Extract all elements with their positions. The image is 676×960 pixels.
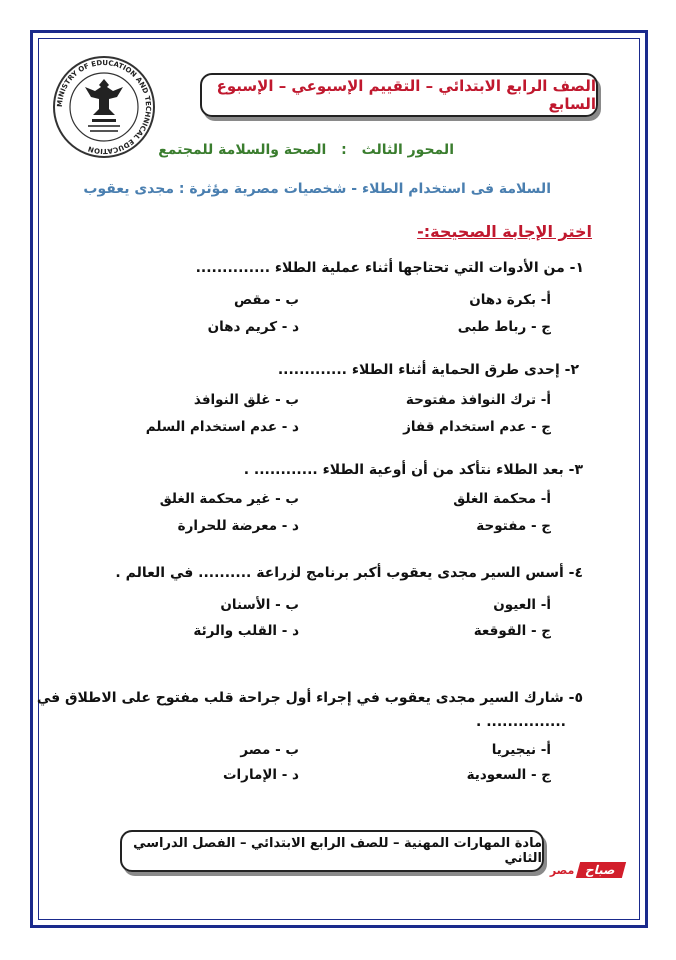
topics-line: السلامة فى استخدام الطلاء - شخصيات مصرية مؤثرة : مجدى يعقوب — [83, 181, 551, 197]
instruction-heading: اختر الإجابة الصحيحة:- — [417, 222, 592, 241]
brand-sub: مصر — [549, 863, 575, 877]
ministry-seal-logo — [52, 55, 156, 159]
question-5: ٥- شارك السير مجدى يعقوب في إجراء أول جراحة قلب مفتوح على الاطلاق في — [36, 690, 583, 706]
worksheet-title: الصف الرابع الابتدائي – التقييم الإسبوعي – الإسبوع السابع — [216, 77, 596, 113]
option-a: أ- محكمة الغلق — [453, 491, 551, 507]
option-d: د - القلب والرئة — [193, 623, 299, 639]
question-2: ٢- إحدى طرق الحماية أثناء الطلاء ............. — [277, 362, 579, 378]
option-d: د - الإمارات — [222, 767, 299, 783]
option-a: أ- نيجيريا — [491, 742, 551, 758]
option-d: د - معرضة للحرارة — [177, 518, 299, 534]
brand-watermark — [520, 860, 624, 880]
brand-main: صباح — [576, 862, 626, 878]
option-b: ب - غير محكمة الغلق — [159, 491, 299, 507]
option-d: د - كريم دهان — [207, 319, 299, 335]
option-c: ج - السعودية — [466, 767, 551, 783]
worksheet-title-box — [200, 73, 598, 117]
option-a: أ- ترك النوافذ مفتوحة — [405, 392, 551, 408]
axis-value: الصحة والسلامة للمجتمع — [158, 142, 327, 158]
option-b: ب - غلق النوافذ — [193, 392, 299, 408]
option-c: ج - مفتوحة — [476, 518, 551, 534]
axis-label: المحور الثالث — [361, 142, 454, 158]
option-c: ج - رباط طبى — [457, 319, 551, 335]
option-a: أ- العيون — [493, 597, 551, 613]
page-border-inner — [38, 38, 640, 920]
option-c: ج - القوقعة — [473, 623, 551, 639]
seal-ring-text: MINISTRY OF EDUCATION AND TECHNICAL EDUCATION — [55, 58, 153, 156]
option-a: أ- بكرة دهان — [469, 292, 551, 308]
question-5-blank: ............... . — [476, 714, 566, 730]
question-4: ٤- أسس السير مجدى يعقوب أكبر برنامج لزراعة .......... في العالم . — [115, 565, 583, 581]
footer-subject-text: مادة المهارات المهنية – للصف الرابع الابتدائي – الفصل الدراسي الثاني — [133, 836, 542, 866]
footer-subject-box — [120, 830, 544, 872]
option-d: د - عدم استخدام السلم — [145, 419, 299, 435]
axis-line: المحور الثالث : الصحة والسلامة للمجتمع — [158, 142, 454, 158]
question-1: ١- من الأدوات التي تحتاجها أثناء عملية الطلاء .............. — [195, 260, 584, 276]
question-3: ٣- بعد الطلاء نتأكد من أن أوعية الطلاء ............ . — [243, 462, 583, 478]
option-c: ج - عدم استخدام قفاز — [403, 419, 551, 435]
option-b: ب - مصر — [240, 742, 299, 758]
option-b: ب - مقص — [233, 292, 299, 308]
option-b: ب - الأسنان — [220, 597, 299, 613]
